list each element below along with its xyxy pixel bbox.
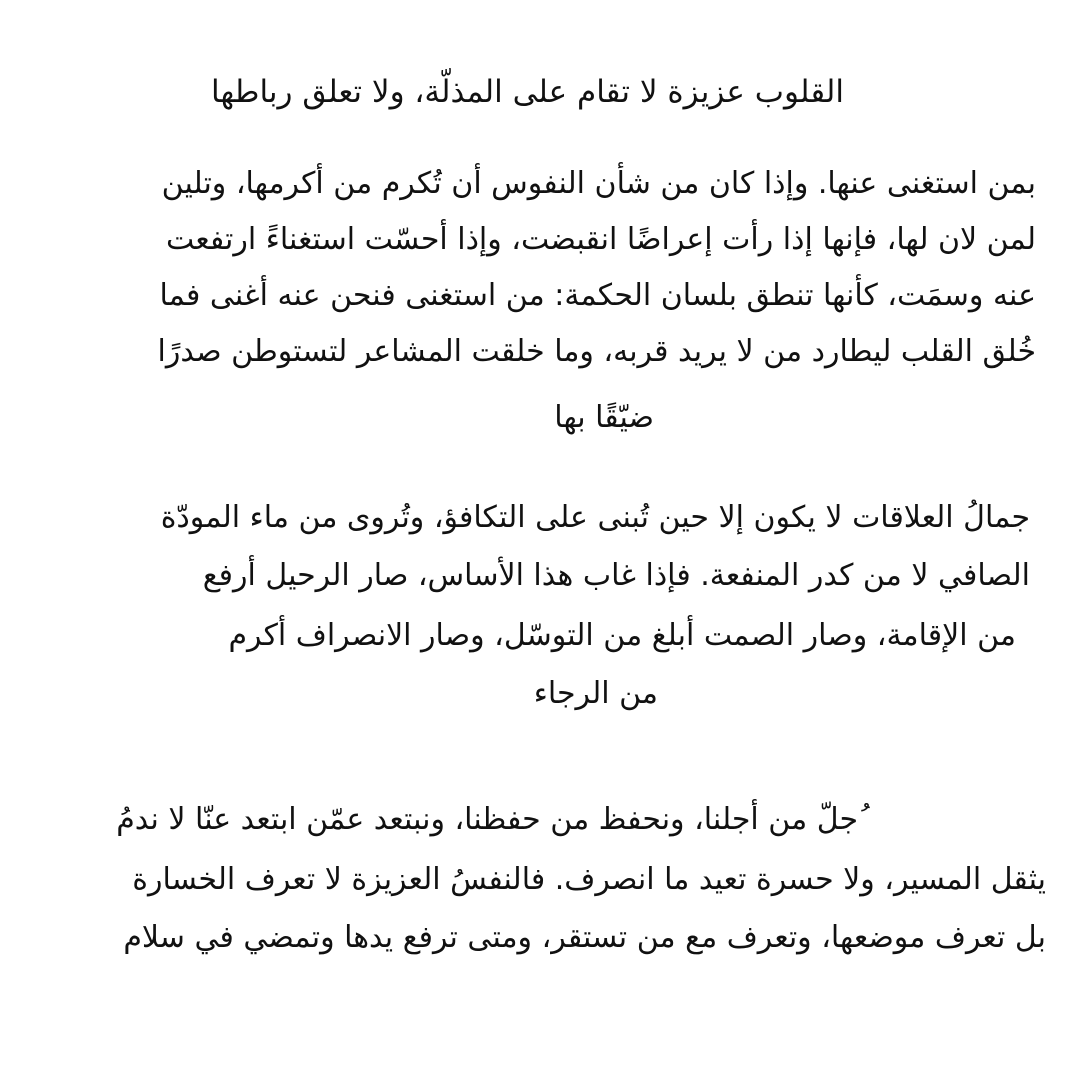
paragraph-2-line-1: جمالُ العلاقات لا يكون إلا حين تُبنى على التكافؤ، وتُروى من ماء المودّة <box>160 500 1030 535</box>
paragraph-1-line-3: عنه وسمَت، كأنها تنطق بلسان الحكمة: من استغنى فنحن عنه أغنى فما <box>159 278 1036 313</box>
paragraph-2-line-4: من الرجاء <box>533 676 658 711</box>
paragraph-3-line-3: بل تعرف موضعها، وتعرف مع من تستقر، ومتى ترفع يدها وتمضي في سلام <box>123 920 1046 955</box>
paragraph-1-line-2: لمن لان لها، فإنها إذا رأت إعراضًا انقبضت، وإذا أحسّت استغناءً ارتفعت <box>165 222 1036 257</box>
paragraph-1-line-5: ضيّقًا بها <box>554 400 654 435</box>
paragraph-2-line-2: الصافي لا من كدر المنفعة. فإذا غاب هذا الأساس، صار الرحيل أرفع <box>202 558 1030 593</box>
document-title: القلوب عزيزة لا تقام على المذلّة، ولا تعلق رباطها <box>211 74 844 110</box>
paragraph-3-line-1: ُجلّ من أجلنا، ونحفظ من حفظنا، ونبتعد عمّن ابتعد عنّا لا ندمُ <box>116 802 858 837</box>
paragraph-2-line-3: من الإقامة، وصار الصمت أبلغ من التوسّل، وصار الانصراف أكرم <box>228 618 1016 653</box>
paragraph-1-line-1: بمن استغنى عنها. وإذا كان من شأن النفوس أن تُكرم من أكرمها، وتلين <box>161 166 1036 201</box>
paragraph-3-line-2: يثقل المسير، ولا حسرة تعيد ما انصرف. فالنفسُ العزيزة لا تعرف الخسارة <box>132 862 1046 897</box>
paragraph-1-line-4: خُلق القلب ليطارد من لا يريد قربه، وما خلقت المشاعر لتستوطن صدرًا <box>157 334 1036 369</box>
